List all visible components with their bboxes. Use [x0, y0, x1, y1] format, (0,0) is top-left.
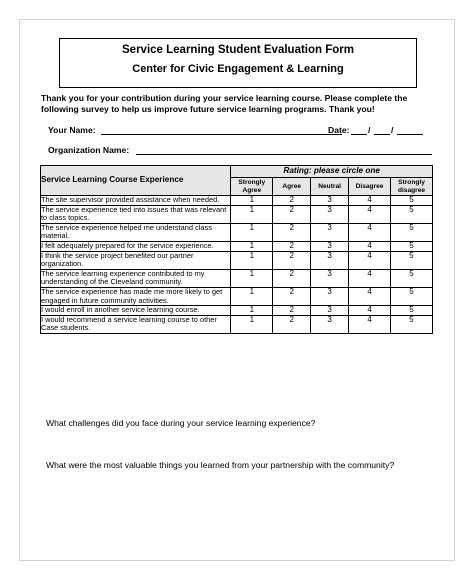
scale-neutral: Neutral: [311, 178, 349, 196]
question-cell: I felt adequately prepared for the service experience.: [41, 241, 231, 251]
scale-disagree: Disagree: [349, 178, 391, 196]
rating-header: Rating: please circle one: [231, 166, 433, 178]
rating-option[interactable]: 5: [391, 196, 433, 206]
rating-option[interactable]: 2: [273, 241, 311, 251]
form-page: [19, 19, 455, 561]
experience-header: Service Learning Course Experience: [41, 166, 231, 196]
rating-option[interactable]: 3: [311, 223, 349, 241]
table-row: [41, 196, 433, 206]
rating-option[interactable]: 1: [231, 196, 273, 206]
rating-option[interactable]: 1: [231, 287, 273, 305]
title-box: [59, 38, 417, 88]
rating-option[interactable]: 2: [273, 251, 311, 269]
scale-agree: Agree: [273, 178, 311, 196]
rating-option[interactable]: 3: [311, 251, 349, 269]
rating-option[interactable]: 5: [391, 306, 433, 316]
table-row: [41, 287, 433, 305]
rating-option[interactable]: 3: [311, 306, 349, 316]
rating-option[interactable]: 3: [311, 205, 349, 223]
rating-option[interactable]: 2: [273, 269, 311, 287]
rating-option[interactable]: 4: [349, 306, 391, 316]
rating-table: [40, 165, 433, 334]
rating-option[interactable]: 5: [391, 269, 433, 287]
rating-option[interactable]: 4: [349, 196, 391, 206]
rating-option[interactable]: 5: [391, 287, 433, 305]
rating-option[interactable]: 3: [311, 315, 349, 333]
rating-option[interactable]: 1: [231, 223, 273, 241]
org-label: Organization Name:: [48, 145, 130, 155]
rating-option[interactable]: 4: [349, 287, 391, 305]
scale-strongly-disagree: Strongly disagree: [391, 178, 433, 196]
table-row: [41, 269, 433, 287]
rating-option[interactable]: 1: [231, 269, 273, 287]
date-day-field[interactable]: [374, 134, 390, 135]
rating-option[interactable]: 4: [349, 315, 391, 333]
date-slash-2: /: [391, 125, 394, 135]
question-cell: The service learning experience contributed to my understanding of the Cleveland community.: [41, 269, 231, 287]
form-subtitle: Center for Civic Engagement & Learning: [132, 63, 344, 75]
scale-strongly-agree: Strongly Agree: [231, 178, 273, 196]
rating-option[interactable]: 4: [349, 205, 391, 223]
question-cell: The service experience tied into issues that was relevant to class topics.: [41, 205, 231, 223]
rating-option[interactable]: 2: [273, 315, 311, 333]
name-field[interactable]: [101, 134, 342, 135]
rating-option[interactable]: 4: [349, 223, 391, 241]
intro-text: Thank you for your contribution during your service learning course. Please complete the following survey to help us improve future service learning programs. Thank you!: [41, 93, 408, 114]
rating-option[interactable]: 2: [273, 223, 311, 241]
rating-option[interactable]: 2: [273, 205, 311, 223]
question-cell: The service experience helped me understand class material.: [41, 223, 231, 241]
rating-option[interactable]: 4: [349, 251, 391, 269]
rating-option[interactable]: 2: [273, 287, 311, 305]
question-cell: I would enroll in another service learning course.: [41, 306, 231, 316]
table-row: [41, 241, 433, 251]
rating-option[interactable]: 3: [311, 269, 349, 287]
table-row: [41, 205, 433, 223]
table-row: [41, 315, 433, 333]
question-cell: The site supervisor provided assistance when needed.: [41, 196, 231, 206]
org-field[interactable]: [136, 154, 432, 155]
table-row: [41, 251, 433, 269]
form-title: Service Learning Student Evaluation Form: [122, 44, 354, 56]
question-cell: The service experience has made me more likely to get engaged in future community activities.: [41, 287, 231, 305]
rating-option[interactable]: 3: [311, 287, 349, 305]
date-label: Date:: [328, 125, 350, 135]
question-cell: I think the service project benefited our partner organization.: [41, 251, 231, 269]
rating-option[interactable]: 5: [391, 205, 433, 223]
question-challenges: What challenges did you face during your service learning experience?: [46, 418, 316, 428]
date-slash-1: /: [368, 125, 371, 135]
rating-option[interactable]: 5: [391, 241, 433, 251]
rating-option[interactable]: 3: [311, 196, 349, 206]
rating-option[interactable]: 4: [349, 269, 391, 287]
rating-option[interactable]: 1: [231, 241, 273, 251]
rating-option[interactable]: 2: [273, 306, 311, 316]
rating-option[interactable]: 5: [391, 315, 433, 333]
question-valuable-learnings: What were the most valuable things you learned from your partnership with the community?: [46, 460, 395, 470]
rating-option[interactable]: 1: [231, 315, 273, 333]
rating-option[interactable]: 4: [349, 241, 391, 251]
question-cell: I would recommend a service learning course to other Case students.: [41, 315, 231, 333]
rating-option[interactable]: 1: [231, 251, 273, 269]
rating-option[interactable]: 5: [391, 223, 433, 241]
table-row: [41, 306, 433, 316]
rating-option[interactable]: 1: [231, 306, 273, 316]
date-month-field[interactable]: [351, 134, 367, 135]
table-row: [41, 223, 433, 241]
rating-option[interactable]: 1: [231, 205, 273, 223]
date-year-field[interactable]: [397, 134, 423, 135]
name-label: Your Name:: [48, 125, 96, 135]
rating-option[interactable]: 3: [311, 241, 349, 251]
rating-option[interactable]: 5: [391, 251, 433, 269]
rating-option[interactable]: 2: [273, 196, 311, 206]
